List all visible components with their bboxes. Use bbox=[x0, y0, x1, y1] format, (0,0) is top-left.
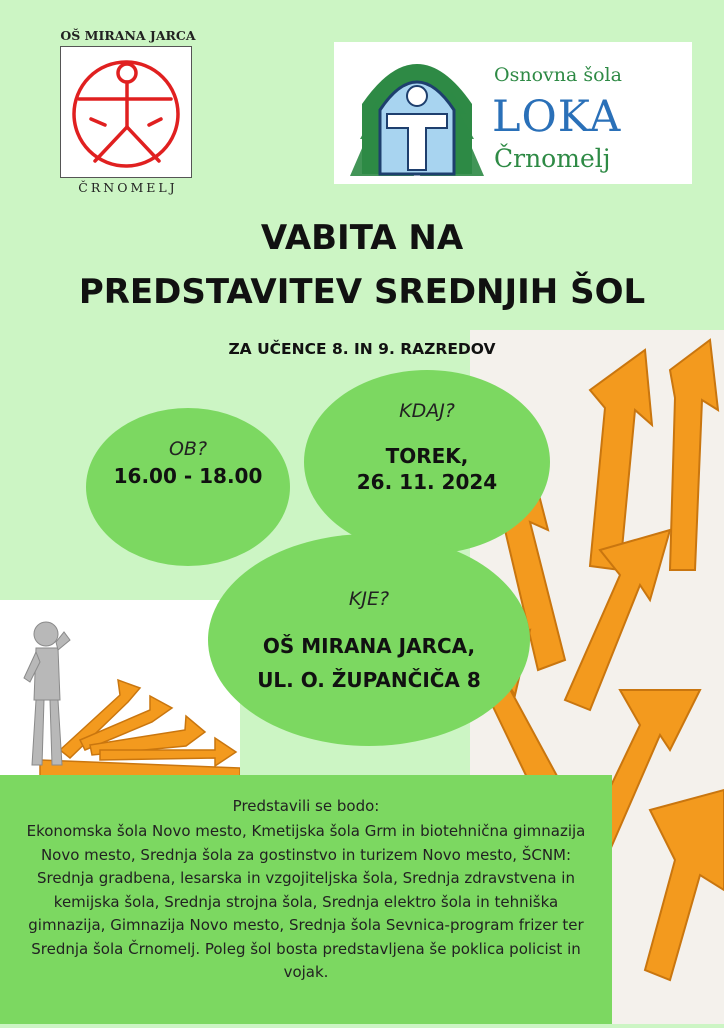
logo-loka-line2: LOKA bbox=[492, 92, 622, 142]
logo-caption-top: OŠ MIRANA JARCA bbox=[60, 28, 196, 43]
title-line-2: PREDSTAVITEV SREDNJIH ŠOL bbox=[78, 272, 646, 312]
vitruvian-figure-icon bbox=[61, 47, 191, 177]
logo-frame bbox=[60, 46, 192, 178]
date-value-line2: 26. 11. 2024 bbox=[356, 470, 498, 494]
schools-list-text: Ekonomska šola Novo mesto, Kmetijska šola Grm in biotehnična gimnazija Novo mesto, Srednja šola za gostinstvo in turizem Novo mesto, ŠCNM: Srednja gradbena, lesarska in vzgojiteljska šola, Srednja zdravstvena in kemijska šola, Srednja strojna šola, Srednja elektro šola in tehniška gimnazija, Gimnazija Novo mesto, Srednja šola Sevnica-program frizer ter Srednja šola Črnomelj. Poleg šol bosta predstavljena še poklica policist in vojak. bbox=[26, 822, 586, 981]
time-bubble bbox=[86, 408, 290, 566]
date-bubble bbox=[304, 370, 550, 554]
place-label: KJE? bbox=[348, 588, 390, 610]
time-value: 16.00 - 18.00 bbox=[113, 464, 263, 488]
schools-intro: Predstavili se bodo: bbox=[232, 797, 380, 815]
title-line-1: VABITA NA bbox=[260, 218, 464, 258]
place-value-line1: OŠ MIRANA JARCA, bbox=[262, 634, 476, 658]
thinking-figure-icon bbox=[0, 600, 240, 780]
os-loka-logo bbox=[334, 42, 692, 184]
place-bubble bbox=[208, 534, 530, 746]
time-label: OB? bbox=[168, 438, 208, 460]
logo-caption-bottom: ČRNOMELJ bbox=[78, 180, 178, 195]
school-house-tree-icon bbox=[342, 44, 492, 182]
subtitle: ZA UČENCE 8. IN 9. RAZREDOV bbox=[228, 340, 496, 358]
schools-list-box bbox=[0, 775, 612, 1024]
thinking-figure-photo bbox=[0, 600, 240, 780]
date-value-line1: TOREK, bbox=[385, 444, 469, 468]
logo-loka-line1: Osnovna šola bbox=[494, 64, 622, 86]
place-value-line2: UL. O. ŽUPANČIČA 8 bbox=[257, 668, 481, 692]
date-label: KDAJ? bbox=[399, 400, 455, 422]
os-mirana-jarca-logo bbox=[58, 28, 198, 200]
logo-loka-line3: Črnomelj bbox=[494, 144, 611, 173]
